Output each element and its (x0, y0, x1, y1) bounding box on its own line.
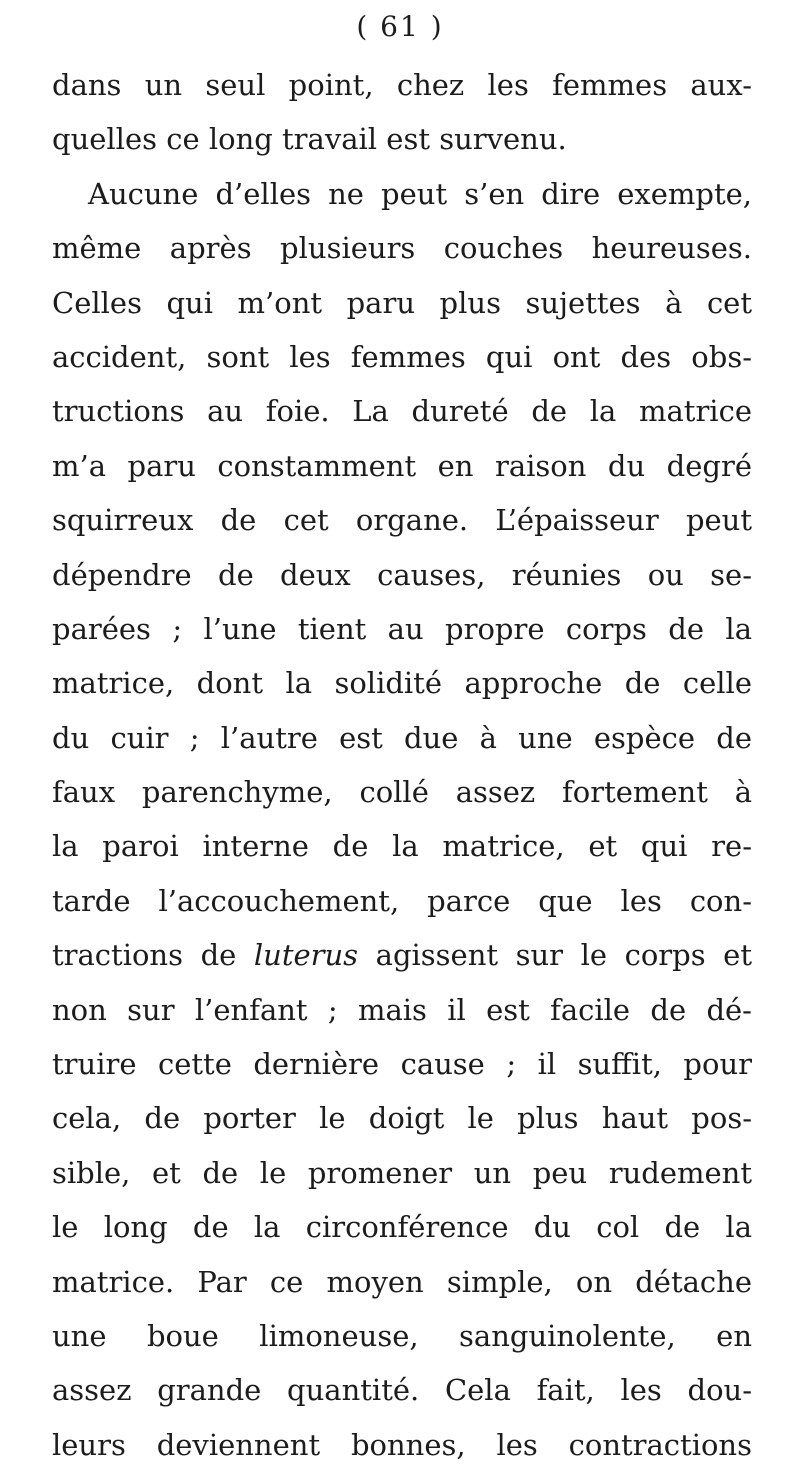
text-line: Aucune d’elles ne peut s’en dire exempte, (88, 176, 752, 211)
text-line: m’a paru constamment en raison du degré (52, 448, 752, 483)
text-line: quelles ce long travail est survenu. (52, 122, 567, 157)
text-line: squirreux de cet organe. L’épaisseur peut (52, 503, 752, 538)
text-line: la paroi interne de la matrice, et qui re- (52, 829, 752, 864)
text-line: accident, sont les femmes qui ont des obs- (52, 339, 752, 374)
text-line: tarde l’accouchement, parce que les con- (52, 883, 752, 918)
text-line: leurs deviennent bonnes, les contractions (52, 1427, 752, 1462)
text-line: tructions au foie. La dureté de la matrice (52, 394, 752, 429)
page-number: ( 61 ) (356, 10, 444, 43)
text-line: assez grande quantité. Cela fait, les dou- (52, 1373, 752, 1408)
body-text (52, 58, 752, 1472)
text-segment: tractions de (52, 938, 237, 973)
text-line: même après plusieurs couches heureuses. (52, 231, 752, 266)
text-line: sible, et de le promener un peu rudement (52, 1155, 752, 1190)
italic-word: luterus (253, 938, 359, 973)
text-line: faux parenchyme, collé assez fortement à (52, 775, 752, 810)
text-line: non sur l’enfant ; mais il est facile de dé- (52, 992, 752, 1027)
text-line: parées ; l’une tient au propre corps de la (52, 611, 752, 646)
text-line-with-italic (52, 928, 752, 982)
text-line: matrice, dont la solidité approche de celle (52, 666, 752, 701)
text-segment: agissent sur le corps et (375, 938, 753, 973)
text-line: du cuir ; l’autre est due à une espèce de (52, 720, 752, 755)
text-line: cela, de porter le doigt le plus haut pos- (52, 1101, 752, 1136)
text-line: Celles qui m’ont paru plus sujettes à cet (52, 285, 752, 320)
text-line: truire cette dernière cause ; il suffit, pour (52, 1047, 752, 1082)
text-line: dépendre de deux causes, réunies ou se- (52, 557, 752, 592)
text-line: dans un seul point, chez les femmes aux- (52, 68, 752, 102)
text-line: le long de la circonférence du col de la (52, 1210, 752, 1245)
text-line: matrice. Par ce moyen simple, on détache (52, 1264, 752, 1299)
text-line: une boue limoneuse, sanguinolente, en (52, 1318, 752, 1353)
